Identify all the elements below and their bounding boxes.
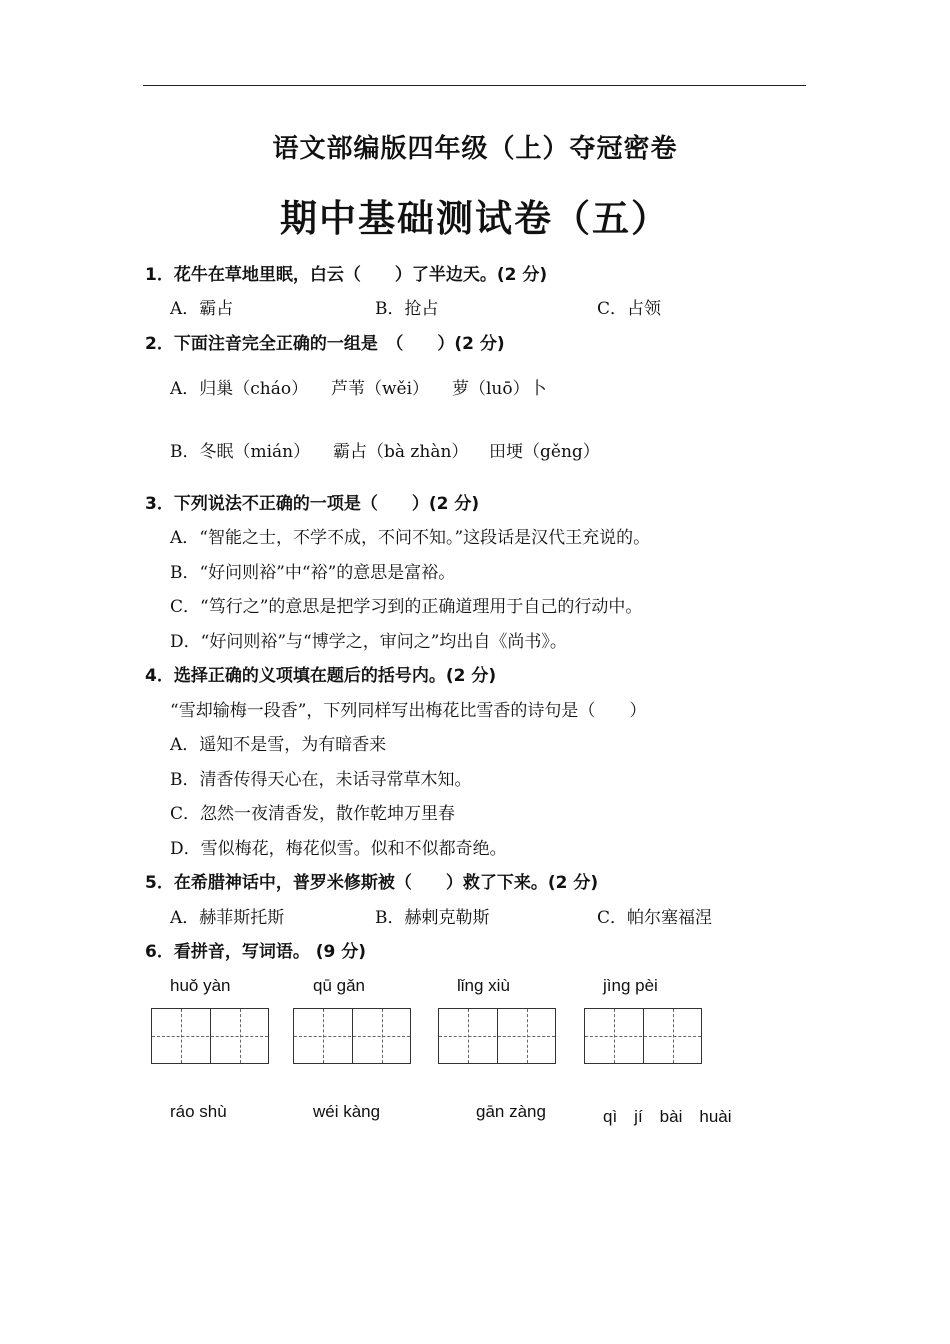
- q4-option-d: D．雪似梅花，梅花似雪。似和不似都奇绝。: [170, 839, 507, 859]
- q3-option-d: D．“好问则裕”与“博学之，审问之”均出自《尚书》。: [170, 632, 567, 652]
- pinyin-6: wéi kàng: [313, 1102, 381, 1121]
- q4-option-b: B．清香传得天心在，未话寻常草木知。: [170, 770, 472, 790]
- question-6-stem: 6．看拼音，写词语。 (9 分): [145, 942, 367, 962]
- q1-option-b: B．抢占: [375, 299, 439, 319]
- q4-option-a: A．遥知不是雪，为有暗香来: [170, 735, 387, 755]
- page-title: 语文部编版四年级（上）夺冠密卷: [272, 134, 678, 164]
- q2-row-a-1: A．归巢（cháo）: [170, 379, 309, 399]
- question-1-stem: 1．花牛在草地里眠，白云（ ）了半边天。(2 分): [145, 265, 548, 285]
- question-3-stem: 3．下列说法不正确的一项是（ ）(2 分): [145, 494, 480, 514]
- q2-row-b-2: 霸占（bà zhàn）: [333, 442, 469, 462]
- q2-row-b-1: B．冬眠（mián）: [170, 442, 311, 462]
- q4-prompt: “雪却输梅一段香”，下列同样写出梅花比雪香的诗句是（ ）: [170, 701, 647, 721]
- writing-grid-1[interactable]: [151, 1008, 269, 1064]
- writing-grid-3[interactable]: [438, 1008, 556, 1064]
- q2-row-a-2: 芦苇（wěi）: [331, 379, 430, 399]
- page-subtitle: 期中基础测试卷（五）: [280, 197, 670, 240]
- q5-option-a: A．赫菲斯托斯: [170, 908, 285, 928]
- header-rule: [143, 85, 806, 86]
- pinyin-8: qì jí bài huài: [603, 1107, 732, 1126]
- pinyin-2: qū gǎn: [313, 976, 365, 995]
- pinyin-4: jìng pèi: [603, 976, 658, 995]
- q2-row-a-3: 萝（luō）卜: [452, 379, 547, 399]
- q3-option-b: B．“好问则裕”中“裕”的意思是富裕。: [170, 563, 456, 583]
- q3-option-c: C．“笃行之”的意思是把学习到的正确道理用于自己的行动中。: [170, 597, 643, 617]
- pinyin-7: gān zàng: [476, 1102, 546, 1121]
- q3-option-a: A．“智能之士，不学不成，不问不知。”这段话是汉代王充说的。: [170, 528, 651, 548]
- q2-row-b-3: 田埂（gěng）: [489, 442, 600, 462]
- writing-grid-4[interactable]: [584, 1008, 702, 1064]
- pinyin-1: huǒ yàn: [170, 976, 231, 995]
- question-2-stem: 2．下面注音完全正确的一组是 （ ）(2 分): [145, 334, 505, 354]
- q5-option-c: C．帕尔塞福涅: [597, 908, 713, 928]
- q5-option-b: B．赫剌克勒斯: [375, 908, 490, 928]
- writing-grid-2[interactable]: [293, 1008, 411, 1064]
- q1-option-c: C．占领: [597, 299, 662, 319]
- q4-option-c: C．忽然一夜清香发，散作乾坤万里春: [170, 804, 456, 824]
- pinyin-3: lǐng xiù: [457, 976, 510, 995]
- question-5-stem: 5．在希腊神话中，普罗米修斯被（ ）救了下来。(2 分): [145, 873, 599, 893]
- q1-option-a: A．霸占: [170, 299, 234, 319]
- pinyin-5: ráo shù: [170, 1102, 227, 1121]
- question-4-stem: 4．选择正确的义项填在题后的括号内。(2 分): [145, 666, 497, 686]
